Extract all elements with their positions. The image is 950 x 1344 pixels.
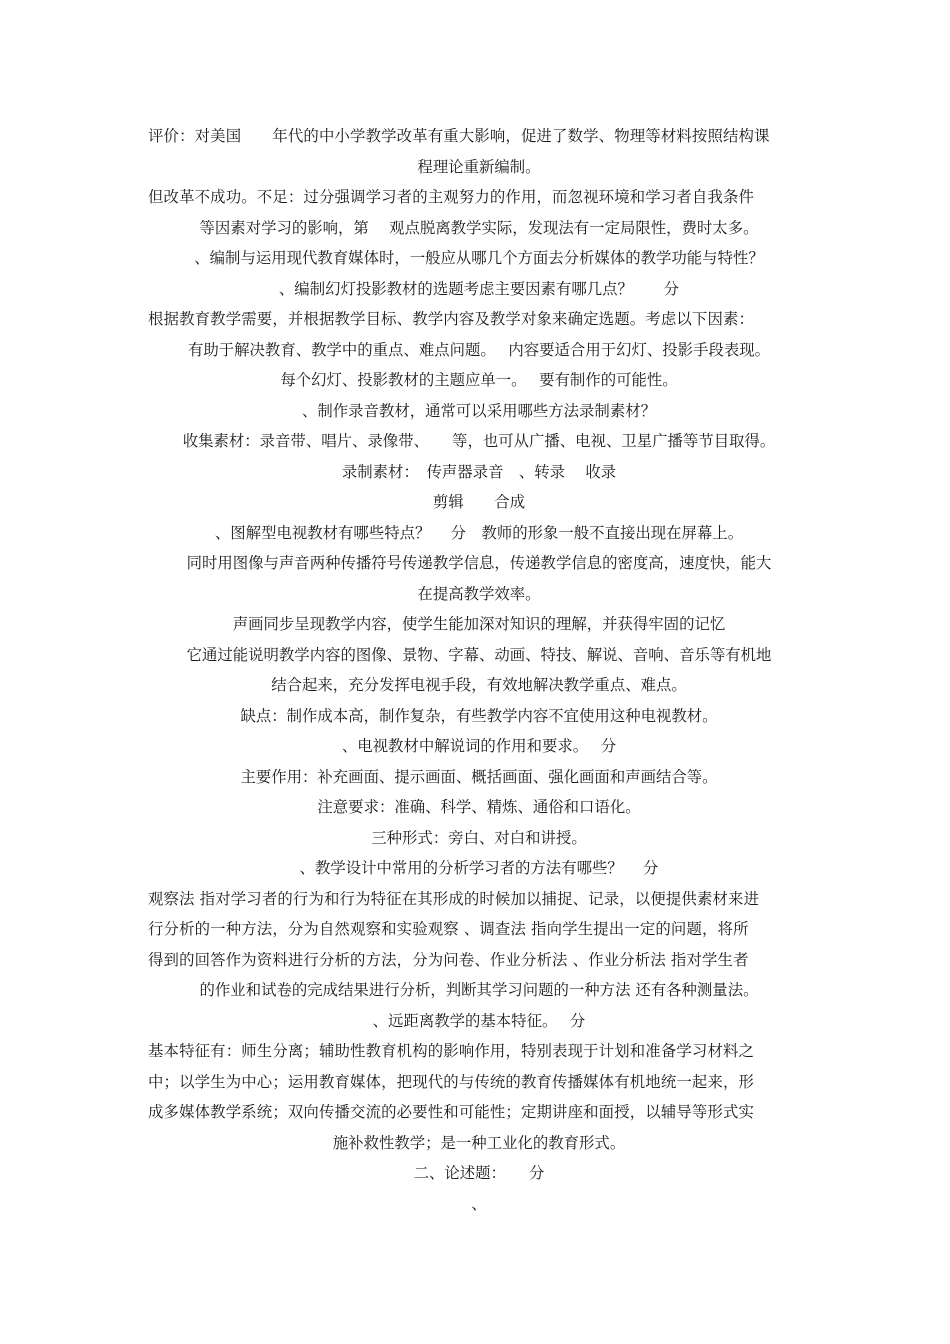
text-line: 声画同步呈现教学内容，使学生能加深对知识的理解，并获得牢固的记忆	[232, 615, 726, 633]
text-line: 成多媒体教学系统；双向传播交流的必要性和可能性；定期讲座和面授，以辅导等形式实	[148, 1103, 755, 1121]
text-line: 结合起来，充分发挥电视手段，有效地解决教学重点、难点。	[271, 676, 687, 694]
text-line: 行分析的一种方法，分为自然观察和实验观察 、调查法 指向学生提出一定的问题，将所	[148, 920, 749, 938]
text-line: 得到的回答作为资料进行分析的方法，分为问卷、作业分析法 、作业分析法 指对学生者	[148, 950, 749, 969]
text-line: 评价：对美国 年代的中小学教学改革有重大影响，促进了数学、物理等材料按照结构课	[148, 127, 770, 145]
text-line: 缺点：制作成本高，制作复杂，有些教学内容不宜使用这种电视教材。	[240, 706, 718, 725]
text-line: 根据教育教学需要，并根据教学目标、教学内容及教学对象来确定选题。考虑以下因素：	[148, 310, 755, 328]
text-line: 施补救性教学；是一种工业化的教育形式。	[332, 1133, 626, 1152]
text-line: 主要作用：补充画面、提示画面、概括画面、强化画面和声画结合等。	[240, 767, 718, 786]
question-heading: 、电视教材中解说词的作用和要求。 分	[341, 737, 617, 755]
text-line: 它通过能说明教学内容的图像、景物、字幕、动画、特技、解说、音响、音乐等有机地	[186, 645, 772, 664]
text-line: 中；以学生为中心；运用教育媒体，把现代的与传统的教育传播媒体有机地统一起来，形	[148, 1072, 755, 1091]
text-line: 注意要求：准确、科学、精炼、通俗和口语化。	[317, 798, 641, 816]
question-heading: 、制作录音教材，通常可以采用哪些方法录制素材？	[302, 401, 656, 420]
text-line: 有助于解决教育、教学中的重点、难点问题。 内容要适合用于幻灯、投影手段表现。	[187, 340, 771, 359]
question-heading: 、编制与运用现代教育媒体时，一般应从哪几个方面去分析媒体的教学功能与特性？	[194, 249, 764, 267]
text-line: 剪辑 合成	[432, 493, 526, 511]
text-line: 、	[471, 1194, 487, 1213]
text-line: 程理论重新编制。	[417, 157, 541, 176]
text-line: 的作业和试卷的完成结果进行分析，判断其学习问题的一种方法 还有各种测量法。	[199, 981, 759, 999]
text-line: 但改革不成功。不足：过分强调学习者的主观努力的作用，而忽视环境和学习者自我条件	[148, 188, 755, 206]
text-line: 同时用图像与声音两种传播符号传递教学信息，传递教学信息的密度高，速度快，能大	[186, 554, 772, 572]
text-line: 等因素对学习的影响，第 观点脱离教学实际，发现法有一定局限性，费时太多。	[199, 218, 759, 237]
text-line: 录制素材： 传声器录音 、转录 收录	[341, 462, 617, 481]
section-heading: 二、论述题： 分	[413, 1164, 545, 1182]
text-line: 三种形式：旁白、对白和讲授。	[371, 828, 587, 847]
text-line: 基本特征有：师生分离；辅助性教育机构的影响作用，特别表现于计划和准备学习材料之	[148, 1042, 755, 1060]
question-heading: 、编制幻灯投影教材的选题考虑主要因素有哪几点？ 分	[278, 279, 680, 298]
text-line: 每个幻灯、投影教材的主题应单一。 要有制作的可能性。	[280, 371, 678, 389]
document-body	[148, 121, 810, 1219]
question-heading: 、远距离教学的基本特征。 分	[372, 1011, 586, 1030]
text-line: 收集素材：录音带、唱片、录像带、 等，也可从广播、电视、卫星广播等节目取得。	[182, 432, 776, 450]
text-line: 在提高教学效率。	[417, 584, 541, 603]
text-line: 观察法 指对学习者的行为和行为特征在其形成的时候加以捕捉、记录，以便提供素材来进	[148, 889, 760, 908]
question-heading: 、图解型电视教材有哪些特点？ 分 教师的形象一般不直接出现在屏幕上。	[214, 523, 744, 542]
question-heading: 、教学设计中常用的分析学习者的方法有哪些？ 分	[299, 859, 659, 877]
